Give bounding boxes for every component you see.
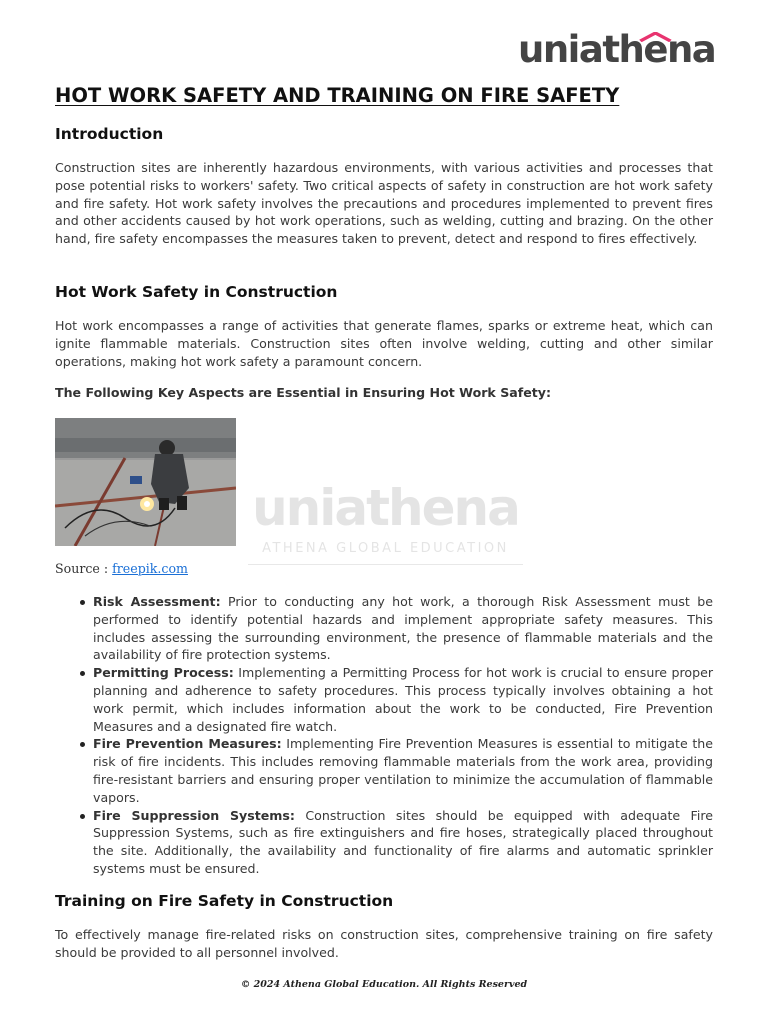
page-title: HOT WORK SAFETY AND TRAINING ON FIRE SAFETY: [55, 84, 620, 107]
welder-image-icon: [55, 418, 236, 546]
source-label: Source :: [55, 561, 113, 576]
training-paragraph: To effectively manage fire-related risks on construction sites, comprehensive training on fire safety should be provided to all personnel involved.: [55, 927, 713, 960]
welding-photo: [55, 418, 236, 546]
aspect-term: Fire Suppression Systems:: [93, 807, 295, 823]
key-aspects-heading: The Following Key Aspects are Essential in Ensuring Hot Work Safety:: [55, 385, 552, 400]
aspect-term: Fire Prevention Measures:: [93, 736, 282, 752]
source-link[interactable]: freepik.com: [112, 561, 188, 576]
training-heading: Training on Fire Safety in Construction: [55, 892, 394, 910]
list-item: [93, 664, 713, 735]
logo-athena-text: [579, 28, 715, 71]
aspect-term: Permitting Process:: [93, 665, 234, 681]
aspect-text: Prior to conducting any hot work, a thorough Risk Assessment must be performed to identify potential hazards and implement appropriate safety measures. This includes assessing the surrounding environment, the presence of flammable materials and the availability of fire protection systems.: [93, 594, 713, 663]
list-item: [93, 807, 713, 878]
watermark-subtitle: ATHENA GLOBAL EDUCATION: [248, 540, 523, 565]
aspect-text: Construction sites should be equipped with adequate Fire Suppression Systems, such as fire extinguishers and fire hoses, strategically placed throughout the site. Additionally, the availability and functionality of fire alarms and automatic sprinkler systems must be ensured.: [93, 807, 713, 876]
image-source: [55, 561, 188, 576]
key-aspects-list: [55, 593, 713, 878]
aspect-text: Implementing Fire Prevention Measures is essential to mitigate the risk of fire incidents. This includes removing flammable materials from the work area, providing fire-resistant barriers and ensuring proper ventilation to minimize the accumulation of flammable vapors.: [93, 736, 713, 805]
list-item: [93, 735, 713, 806]
copyright-footer: © 2024 Athena Global Education. All Rights Reserved: [240, 979, 528, 990]
intro-heading: Introduction: [55, 125, 164, 143]
list-item: [93, 593, 713, 664]
watermark-logo: uniathena: [252, 479, 519, 537]
aspect-text: Implementing a Permitting Process for hot work is crucial to ensure proper planning and adherence to safety procedures. This process typically involves obtaining a hot work permit, which includes information about the work to be conducted, Fire Prevention Measures and a designated fire watch.: [93, 665, 713, 734]
logo-uni-text: uni: [518, 28, 579, 71]
hot-work-heading: Hot Work Safety in Construction: [55, 283, 338, 301]
hot-work-paragraph: Hot work encompasses a range of activities that generate flames, sparks or extreme heat, which can ignite flammable materials. Construction sites often involve welding, cutting and other similar operations, making hot work safety a paramount concern.: [55, 318, 713, 369]
aspect-term: Risk Assessment:: [93, 594, 221, 609]
intro-paragraph: Construction sites are inherently hazardous environments, with various activities and processes that pose potential risks to workers' safety. Two critical aspects of safety in construction are hot work safety and fire safety. Hot work safety involves the precautions and procedures implemented to prevent fires and other accidents caused by hot work operations, such as welding, cutting and brazing. On the other hand, fire safety encompasses the measures taken to prevent, detect and respond to fires effectively.: [55, 160, 713, 247]
logo-athena-label: athena: [578, 28, 716, 71]
logo-hat-icon: [579, 32, 715, 42]
watermark: [248, 476, 523, 572]
uniathena-logo: [518, 26, 718, 74]
